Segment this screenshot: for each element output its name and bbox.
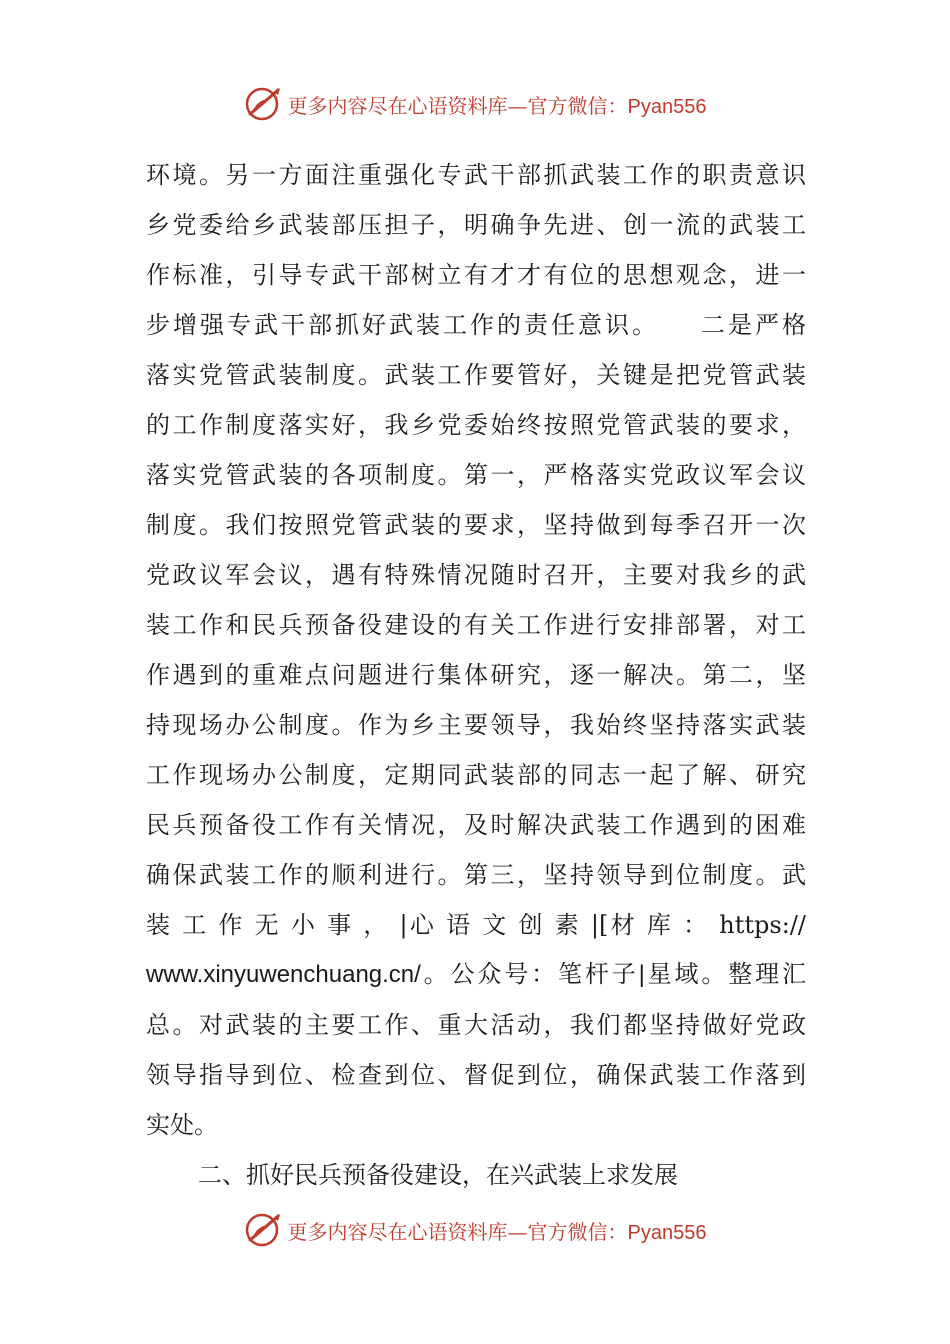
banner-contact-label: 官方微信： (527, 93, 628, 118)
section-heading: 二、抓好民兵预备役建设，在兴武装上求发展 (198, 1161, 678, 1189)
text-line: 装工作和民兵预备役建设的有关工作进行安排部署，对工 (146, 611, 806, 639)
text-line: 领导指导到位、检查到位、督促到位，确保武装工作落到 (146, 1061, 806, 1089)
banner-site-name: 更多内容尽在心语资料库 (287, 93, 508, 118)
text-line: 民兵预备役工作有关情况，及时解决武装工作遇到的困难 (146, 811, 806, 839)
pen-logo-icon (244, 1210, 284, 1250)
banner-separator: — (507, 93, 528, 118)
banner-contact-id: Pyan556 (627, 1221, 707, 1244)
pen-logo-icon (244, 84, 284, 124)
header-banner (0, 84, 950, 124)
text-line: 的工作制度落实好，我乡党委始终按照党管武装的要求， (146, 411, 806, 439)
banner-text (288, 90, 707, 119)
text-line: 装 工 作 无 小 事 ， |心 语 文 创 素 |[材 库 ： https:// (146, 911, 806, 939)
text-line: 总。对武装的主要工作、重大活动，我们都坚持做好党政 (146, 1011, 806, 1039)
document-body (146, 150, 806, 1200)
text-line: 党政议军会议，遇有特殊情况随时召开，主要对我乡的武 (146, 561, 806, 589)
banner-contact-id: Pyan556 (627, 95, 707, 118)
banner-separator: — (507, 1219, 528, 1244)
footer-banner (0, 1210, 950, 1250)
banner-contact-label: 官方微信： (527, 1219, 628, 1244)
text-line: 持现场办公制度。作为乡主要领导，我始终坚持落实武装 (146, 711, 806, 739)
banner-site-name: 更多内容尽在心语资料库 (287, 1219, 508, 1244)
text-line: 确保武装工作的顺利进行。第三，坚持领导到位制度。武 (146, 861, 806, 889)
text-line: 环境。另一方面注重强化专武干部抓武装工作的职责意识 (146, 161, 806, 189)
text-line: 作标准，引导专武干部树立有才才有位的思想观念，进一 (146, 261, 806, 289)
text-line: 落实党管武装制度。武装工作要管好，关键是把党管武装 (146, 361, 806, 389)
text-line: 工作现场办公制度，定期同武装部的同志一起了解、研究 (146, 761, 806, 789)
text-line: 实处。 (146, 1111, 218, 1139)
text-line: 作遇到的重难点问题进行集体研究，逐一解决。第二，坚 (146, 661, 806, 689)
banner-text (288, 1216, 707, 1245)
text-line: 步增强专武干部抓好武装工作的责任意识。 二是严格 (146, 311, 806, 339)
text-line: 制度。我们按照党管武装的要求，坚持做到每季召开一次 (146, 511, 806, 539)
text-line: 落实党管武装的各项制度。第一，严格落实党政议军会议 (146, 461, 806, 489)
text-line-url: www.xinyuwenchuang.cn/。公众号：笔杆子|星域。整理汇 (146, 961, 806, 988)
text-line: 乡党委给乡武装部压担子，明确争先进、创一流的武装工 (146, 211, 806, 239)
